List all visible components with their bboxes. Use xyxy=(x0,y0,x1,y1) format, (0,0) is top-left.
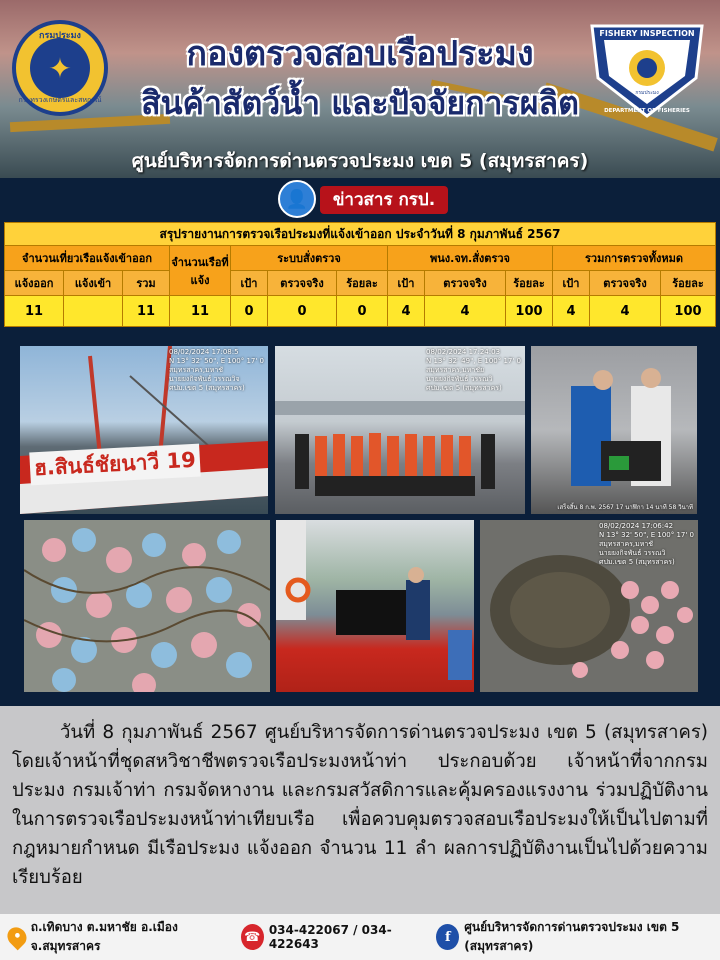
photo-timestamp: 08/02/2024 17:06:42 N 13° 32' 50", E 100° 17' 0 สมุทรสาคร,มหาชั นายยงกิจพันธ์ วรรณวิ ศปม.เขต 5 (สมุทรสาคร) xyxy=(599,522,694,566)
boat-name-label: ฮ.สินธ์ชัยนาวี 19 xyxy=(29,444,200,486)
header-system: ระบบสั่งตรวจ xyxy=(231,246,388,271)
value-total-percent: 100 xyxy=(661,296,716,327)
footer-phone[interactable]: 034-422067 / 034-422643 xyxy=(268,923,392,951)
subheader-target: เป้า xyxy=(388,271,425,296)
subheader-percent: ร้อยละ xyxy=(506,271,553,296)
value-sum: 11 xyxy=(123,296,170,327)
logo-text-center: กรมประมง xyxy=(635,90,659,96)
header-boats: จำนวนเรือที่แจ้ง xyxy=(170,246,231,296)
photo-net-pile xyxy=(480,520,698,692)
value-out: 11 xyxy=(5,296,64,327)
title-line-2: สินค้าสัตว์น้ำ และปัจจัยการผลิต xyxy=(141,84,579,122)
report-title: สรุปรายงานการตรวจเรือประมงที่แจ้งเข้าออก ประจำวันที่ 8 กุมภาพันธ์ 2567 xyxy=(5,223,716,246)
news-badge xyxy=(0,180,720,220)
photo-timestamp: เสร็จสิ้น 8 ก.พ. 2567 17 นาฬิกา 14 นาที 58 วินาที xyxy=(557,504,693,511)
value-officer-target: 4 xyxy=(388,296,425,327)
photo-officer-inspection xyxy=(531,346,697,514)
photo-boat-deck xyxy=(276,520,474,692)
value-in xyxy=(64,296,123,327)
phone-icon: ☎ xyxy=(241,924,264,950)
title-line-1: กองตรวจสอบเรือประมง xyxy=(186,34,534,74)
photo-grid xyxy=(0,330,720,706)
photo-crew-lineup xyxy=(275,346,525,514)
news-person-icon: 👤 xyxy=(278,180,316,218)
header-trips: จำนวนเที่ยวเรือแจ้งเข้าออก xyxy=(5,246,170,271)
subheader-actual: ตรวจจริง xyxy=(268,271,337,296)
value-system-target: 0 xyxy=(231,296,268,327)
footer-contact-bar xyxy=(0,914,720,960)
photo-net-floats xyxy=(24,520,270,692)
news-body xyxy=(0,706,720,914)
header-total: รวมการตรวจทั้งหมด xyxy=(553,246,716,271)
subheader-target: เป้า xyxy=(231,271,268,296)
emblem-icon: ✦ xyxy=(30,38,90,98)
logo-text-top: กรมประมง xyxy=(39,31,81,41)
facebook-icon[interactable]: f xyxy=(436,924,459,950)
subheader-out: แจ้งออก xyxy=(5,271,64,296)
subheader-sum: รวม xyxy=(123,271,170,296)
center-subtitle: ศูนย์บริหารจัดการด่านตรวจประมง เขต 5 (สมุทรสาคร) xyxy=(131,150,589,172)
header-officer: พนง.จท.สั่งตรวจ xyxy=(388,246,553,271)
subheader-target: เป้า xyxy=(553,271,590,296)
value-total-target: 4 xyxy=(553,296,590,327)
footer-facebook-page[interactable]: ศูนย์บริหารจัดการด่านตรวจประมง เขต 5 (สมุทรสาคร) xyxy=(464,920,680,953)
news-badge-label: ข่าวสาร กรป. xyxy=(320,186,448,214)
photo-timestamp: 08/02/2024 17:24:03 N 13° 32' 49", E 100° 17' 0 สมุทรสาคร,มหาชัย นายยงกิจพันธ์ วรรณวิ ศปม.เขต 5 (สมุทรสาคร) xyxy=(426,348,521,392)
subheader-percent: ร้อยละ xyxy=(337,271,388,296)
logo-text-top: FISHERY INSPECTION xyxy=(599,29,695,38)
inspection-report-table xyxy=(4,222,716,327)
subheader-actual: ตรวจจริง xyxy=(425,271,506,296)
logo-text-bottom: DEPARTMENT OF FISHERIES xyxy=(604,108,690,114)
subheader-actual: ตรวจจริง xyxy=(590,271,661,296)
footer-address: ถ.เทิดบาง ต.มหาชัย อ.เมือง จ.สมุทรสาคร xyxy=(30,920,178,953)
value-system-actual: 0 xyxy=(268,296,337,327)
subheader-in: แจ้งเข้า xyxy=(64,271,123,296)
value-total-actual: 4 xyxy=(590,296,661,327)
logo-text-bottom: กระทรวงเกษตรและสหกรณ์ xyxy=(18,96,102,104)
value-officer-percent: 100 xyxy=(506,296,553,327)
photo-fishing-boat xyxy=(20,346,268,514)
location-pin-icon: • xyxy=(4,924,31,951)
value-system-percent: 0 xyxy=(337,296,388,327)
photo-timestamp: 08/02/2024 17:08:5 N 13° 32' 50", E 100° 17' 0 สมุทรสาคร,มหาชั นายยงกิจพันธ์ วรรณวิจ ศปม.เขต 5 (สมุทรสาคร) xyxy=(169,348,264,392)
value-boats: 11 xyxy=(170,296,231,327)
value-officer-actual: 4 xyxy=(425,296,506,327)
news-paragraph: วันที่ 8 กุมภาพันธ์ 2567 ศูนย์บริหารจัดการด่านตรวจประมง เขต 5 (สมุทรสาคร) โดยเจ้าหน้าที่ชุดสหวิชาชีพตรวจเรือประมงหน้าท่า ประกอบด้วย เจ้าหน้าที่จากกรมประมง กรมเจ้าท่า กรมจัดหางาน และกรมสวัสดิการและคุ้มครองแรงงาน ร่วมปฏิบัติงานในการตรวจเรือประมงหน้าท่าเทียบเรือ เพื่อควบคุมตรวจสอบเรือประมงให้เป็นไปตามที่กฎหมายกำหนด มีเรือประมง แจ้งออก จำนวน 11 ลำ ผลการปฏิบัติงานเป็นไปด้วยความเรียบร้อย xyxy=(12,722,708,888)
subheader-percent: ร้อยละ xyxy=(661,271,716,296)
header-banner xyxy=(0,0,720,178)
